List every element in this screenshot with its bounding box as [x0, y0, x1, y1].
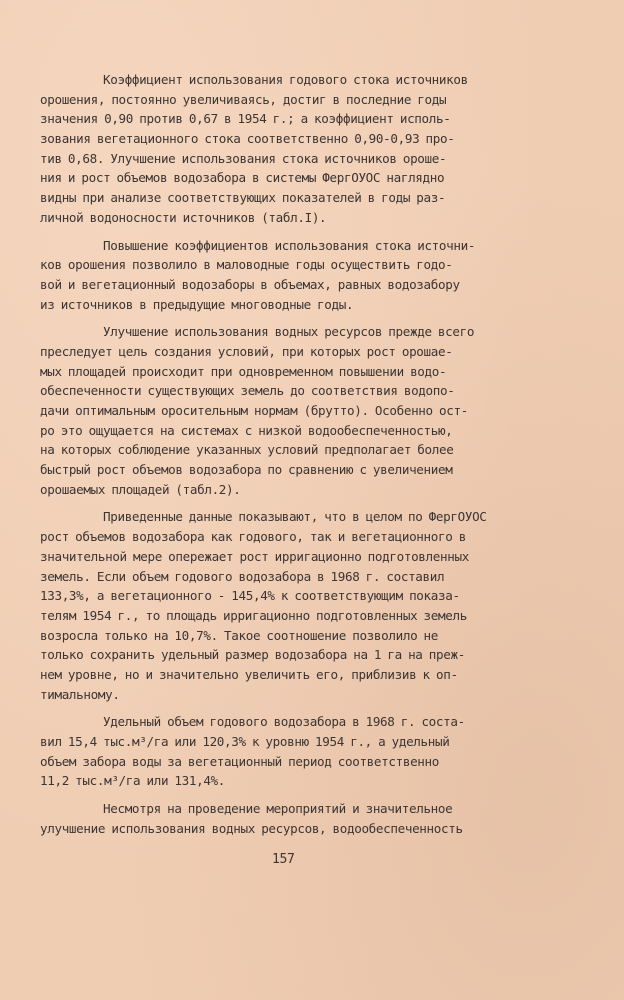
text-line: 11,2 тыс.м³/га или 131,4%. [40, 773, 226, 789]
text-line: личной водоносности источников (табл.I). [40, 209, 327, 225]
text-line: вил 15,4 тыс.м³/га или 120,3% к уровню 1954 г., а удельный [40, 734, 450, 749]
text-line: Коэффициент использования годового стока источников [103, 72, 468, 87]
text-line: Несмотря на проведение мероприятий и значительное [103, 801, 453, 817]
text-line: нем уровне, но и значительно увеличить его, приблизив к оп- [40, 666, 458, 682]
paragraph [40, 712, 540, 791]
text-line: объем забора воды за вегетационный период соответственно [40, 753, 439, 769]
text-line: дачи оптимальным оросительным нормам (брутто). Особенно ост- [40, 403, 468, 418]
text-line: ро это ощущается на системах с низкой водообеспеченностью, [40, 422, 453, 438]
text-line: ния и рост объемов водозабора в системы ФергОУОС наглядно [40, 170, 445, 186]
text-line: орошения, постоянно увеличиваясь, достиг в последние годы [40, 91, 447, 107]
text-line: рост объемов водозабора как годового, так и вегетационного в [40, 529, 466, 545]
text-line: преследует цель создания условий, при которых рост орошае- [40, 343, 453, 359]
text-line: вой и вегетационный водозаборы в объемах, равных водозабору [40, 276, 460, 292]
body-text [40, 70, 540, 846]
paragraph [40, 507, 540, 704]
text-line: Улучшение использования водных ресурсов прежде всего [103, 324, 475, 340]
text-line: орошаемых площадей (табл.2). [40, 481, 241, 497]
page-number: 157 [272, 852, 295, 867]
text-line: быстрый рост объемов водозабора по сравнению с увеличением [40, 462, 453, 478]
text-line: 133,3%, а вегетационного - 145,4% к соответствующим показа- [40, 588, 460, 604]
paragraph [40, 70, 540, 228]
text-line: значительной мере опережает рост ирригационно подготовленных [40, 548, 469, 564]
text-line: зования вегетационного стока соответственно 0,90-0,93 про- [40, 131, 455, 147]
text-line: телям 1954 г., то площадь ирригационно подготовленных земель [40, 607, 467, 623]
text-line: Приведенные данные показывают, что в целом по ФергОУОС [103, 509, 487, 525]
paragraph [40, 799, 540, 838]
text-line: значения 0,90 против 0,67 в 1954 г.; а коэффициент исполь- [40, 111, 451, 127]
text-line: только сохранить удельный размер водозабора на 1 га на преж- [40, 647, 465, 663]
text-line: тимальному. [40, 686, 120, 702]
text-line: земель. Если объем годового водозабора в 1968 г. составил [40, 568, 445, 584]
text-line: мых площадей происходит при одновременном повышении водо- [40, 363, 447, 379]
text-line: Удельный объем годового водозабора в 1968 г. соста- [103, 714, 465, 730]
paragraph [40, 322, 540, 499]
text-line: тив 0,68. Улучшение использования стока источников ороше- [40, 150, 447, 166]
text-line: улучшение использования водных ресурсов, водообеспеченность [40, 820, 463, 836]
text-line: на которых соблюдение указанных условий предполагает более [40, 442, 454, 458]
text-line: из источников в предыдущие многоводные годы. [40, 296, 354, 312]
text-line: возросла только на 10,7%. Такое соотношение позволило не [40, 627, 438, 643]
text-line: видны при анализе соответствующих показателей в годы раз- [40, 190, 446, 206]
paragraph [40, 236, 540, 315]
text-line: ков орошения позволило в маловодные годы осуществить годо- [40, 257, 453, 273]
text-line: обеспеченности существующих земель до соответствия водопо- [40, 383, 455, 399]
text-line: Повышение коэффициентов использования стока источни- [103, 237, 476, 253]
